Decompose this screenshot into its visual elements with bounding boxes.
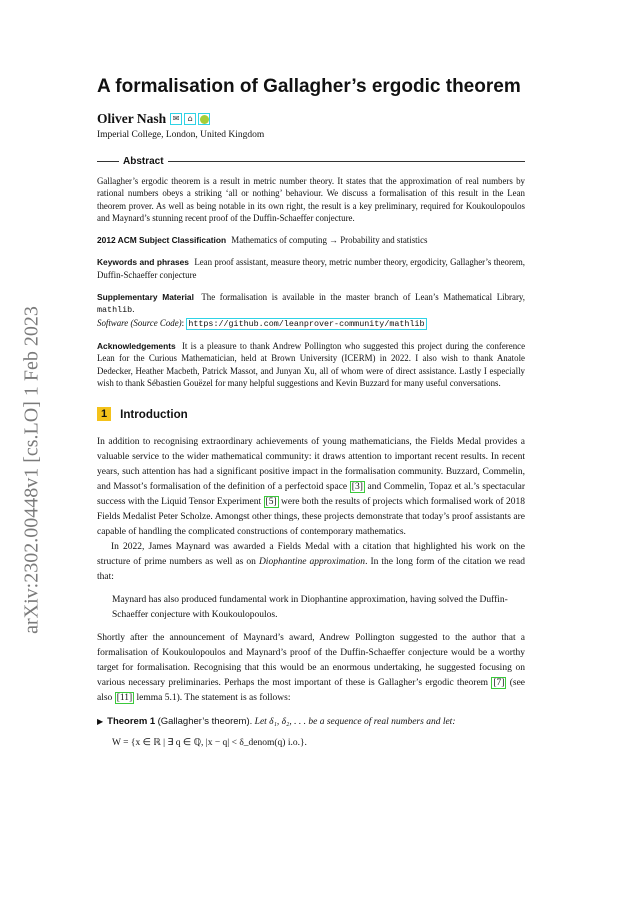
email-icon[interactable]: ✉ [170, 113, 182, 125]
section-heading [97, 407, 525, 421]
abstract-rule-right [168, 161, 525, 162]
paper-title: A formalisation of Gallagher’s ergodic theorem [97, 76, 521, 97]
acm-classification [97, 234, 525, 246]
acknowledgements-label: Acknowledgements [97, 340, 176, 351]
arxiv-identifier: arXiv:2302.00448v1 [cs.LO] 1 Feb 2023 [20, 306, 43, 634]
intro-p3-text-c: lemma 5.1). The statement is as follows: [134, 693, 291, 704]
abstract-rule-left [97, 161, 119, 162]
home-icon[interactable]: ⌂ [184, 113, 196, 125]
acm-text: Mathematics of computing → Probability and statistics [231, 235, 428, 246]
supplementary-period: . [132, 304, 135, 315]
author-name: Oliver Nash [97, 111, 167, 126]
supplementary-label: Supplementary Material [97, 292, 194, 303]
source-code-link[interactable]: https://github.com/leanprover-community/mathlib [188, 318, 425, 329]
intro-p2-emphasis: Diophantine approximation [258, 557, 366, 568]
abstract-text: Gallagher’s ergodic theorem is a result in metric number theory. It states that the approximation of real numbers by rational numbers obeys a striking ‘all or nothing’ behaviour. We discuss a formalisation of this result in the Lean theorem prover. As well as being notable in its own right, the result is a key preliminary, required for Koukoulopoulos and Maynard’s stunning recent proof of the Duffin-Schaeffer conjecture. [97, 176, 525, 223]
theorem-1 [97, 714, 525, 730]
intro-p2-text-b: . In the long form of the citation we read that: [97, 557, 525, 583]
keywords-label: Keywords and phrases [97, 257, 189, 268]
theorem-formula: W = {x ∈ ℝ | ∃ q ∈ ℚ, |x − q| < δ_denom(q) i.o.}. [112, 738, 307, 749]
acm-label: 2012 ACM Subject Classification [97, 235, 227, 246]
section-title: Introduction [120, 407, 188, 421]
arxiv-stamp [12, 260, 52, 680]
acknowledgements [97, 340, 525, 389]
theorem-label: Theorem 1 [107, 716, 156, 728]
citation-11[interactable]: [11] [116, 693, 133, 704]
intro-p1-text-c: were both the results of projects which formalised work of 2018 Fields Medalist Peter Scholze. Amongst other things, these projects demonstrate that today’s proof assistants are capable of handling the complicated constructions of contemporary mathematics. [97, 497, 525, 538]
author-affiliation: Imperial College, London, United Kingdom [97, 130, 265, 140]
intro-p1-text-b: and Commelin, Topaz et al.’s spectacular success with the Liquid Tensor Experiment [97, 482, 525, 508]
software-label: Software (Source Code) [97, 317, 182, 328]
section-number: 1 [97, 407, 111, 421]
abstract-label: Abstract [123, 156, 164, 167]
intro-p1-text-a: In addition to recognising extraordinary achievements of young mathematicians, the Fields Medal provides a valuable service to the wider mathematical community: it draws attention to important recent results. In recent years, such attention has had a significant positive impact in the formalisation community. Buzzard, Commelin, and Massot’s formalisation of the definition of a perfectoid space [97, 437, 525, 493]
intro-paragraph-1 [97, 435, 525, 540]
supplementary-text: The formalisation is available in the master branch of Lean’s Mathematical Library, [201, 292, 525, 303]
mathlib-name: mathlib [97, 305, 133, 316]
intro-p3-text-a: Shortly after the announcement of Maynard’s award, Andrew Pollington suggested to the author that a formalisation of Koukoulopoulos and Maynard’s proof of the Duffin-Schaeffer conjecture would be a worthy target for formalisation. Recognising that this would be an enormous undertaking, he suggested focusing on various necessary preliminaries. Perhaps the most important of these is Gallagher’s ergodic theorem [97, 633, 525, 689]
keywords [97, 256, 525, 281]
intro-p2-text-a: In 2022, James Maynard was awarded a Fields Medal with a citation that highlighted his work on the structure of prime numbers as well as on [97, 542, 525, 568]
citation-5[interactable]: [5] [265, 497, 277, 508]
abstract-heading [97, 156, 525, 167]
intro-p3-text-b: (see also [97, 678, 526, 704]
paper-page [97, 76, 525, 748]
orcid-icon[interactable] [198, 113, 210, 125]
citation-quote: Maynard has also produced fundamental work in Diophantine approximation, having solved the Duffin-Schaeffer conjecture with Koukoulopoulos. [112, 595, 508, 621]
author-line [97, 111, 525, 127]
theorem-bullet-icon: ▶ [97, 717, 104, 727]
citation-7[interactable]: [7] [493, 678, 505, 689]
theorem-name: (Gallagher’s theorem). [157, 716, 253, 728]
acknowledgements-text: It is a pleasure to thank Andrew Pollington who suggested this project during the conference Lean for the Curious Mathematician, held at Brown University (ICERM) in 2022. I also wish to thank Anatole Dedecker, Heather Macbeth, Patrick Massot, and Junyan Xu, all of whom were of direct assistance. Lastly I especially wish to thank Sébastien Gouëzel for many helpful suggestions and Kevin Buzzard for many useful conversations. [97, 340, 526, 388]
theorem-statement: Let δ₁, δ₂, . . . be a sequence of real numbers and let: [254, 717, 456, 728]
supplementary-material: Supplementary Material The formalisation is available in the master branch of Lean’s Mathematical Library, mathlib. Software (Source Code): https://github.com/leanprover-community/mathlib [97, 292, 525, 329]
intro-paragraph-3 [97, 631, 525, 706]
keywords-text: Lean proof assistant, measure theory, metric number theory, ergodicity, Gallagher’s theorem, Duffin-Schaeffer conjecture [97, 257, 525, 280]
intro-paragraph-2 [97, 540, 525, 585]
citation-3[interactable]: [3] [351, 482, 363, 493]
